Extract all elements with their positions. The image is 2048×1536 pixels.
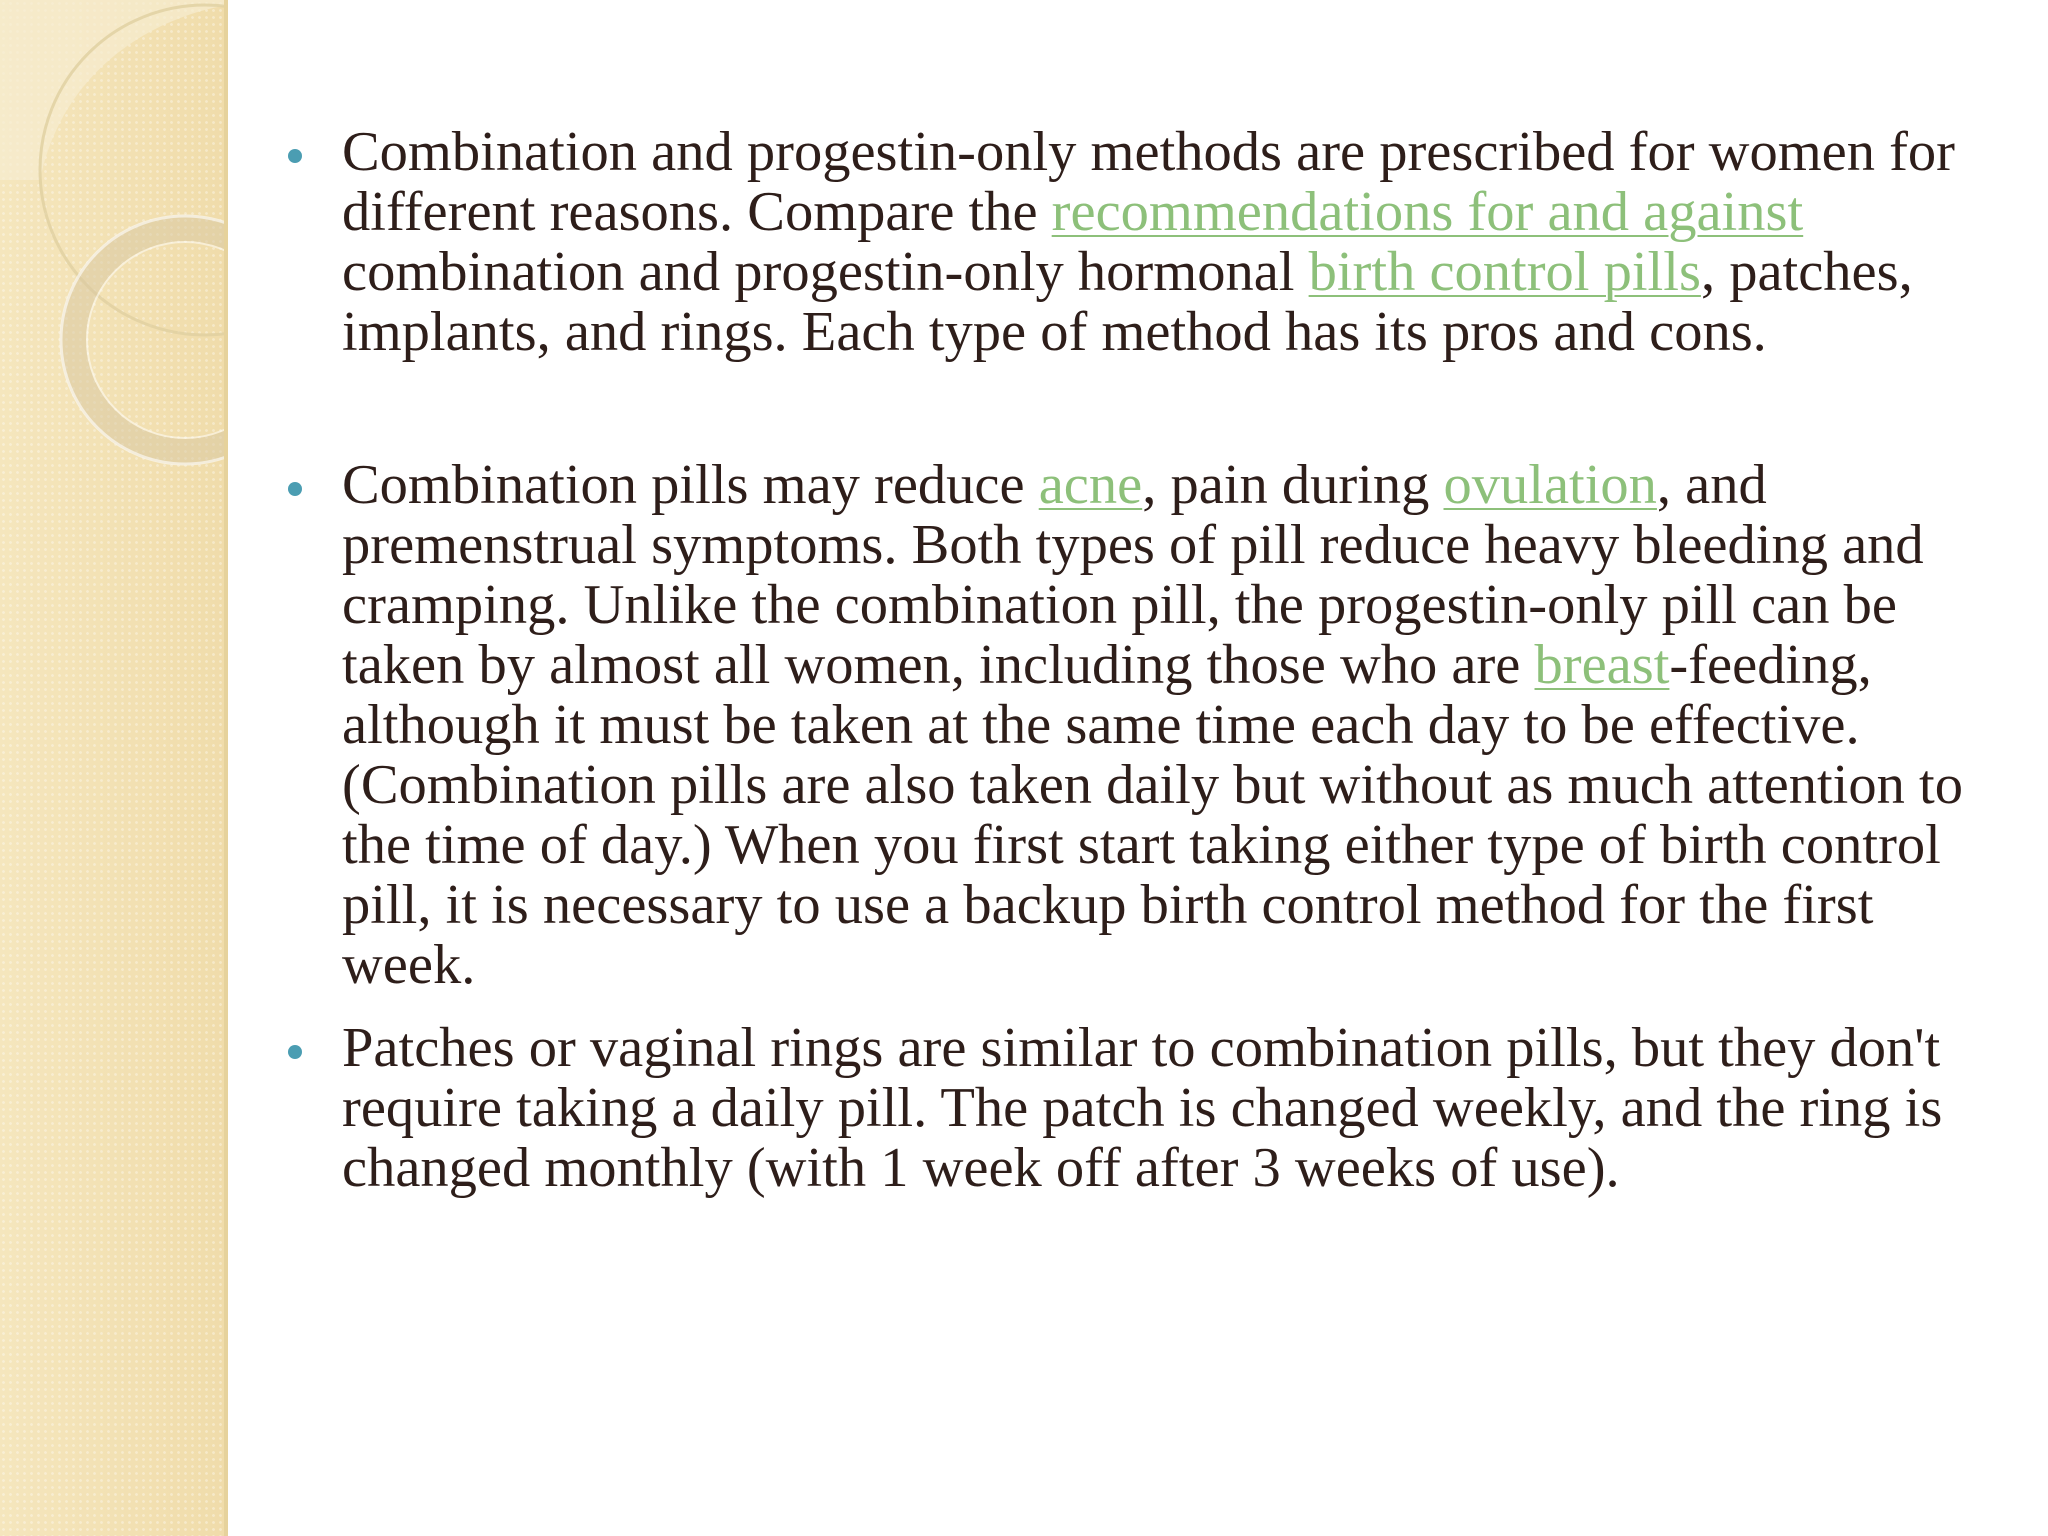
bullet-2-text-3: , and premenstrual symptoms. Both types of pill reduce heavy bleeding and cramping. Unlike the combination pill, the progestin-only pill can be taken by almost all women, including those who are: [342, 454, 1924, 696]
bullet-2-text-4: -feeding, although it must be taken at the same time each day to be effective. (Combination pills are also taken daily but without as much attention to the time of day.) When you first start taking either type of birth control pill, it is necessary to use a backup birth control method for the first week.: [342, 634, 1963, 996]
bullet-dot-icon: [288, 482, 302, 496]
bullet-1-text-2: combination and progestin-only hormonal: [342, 241, 1309, 303]
bullet-2-text-1: Combination pills may reduce: [342, 454, 1039, 516]
bullet-dot-icon: [288, 1045, 302, 1059]
decorative-rings: [0, 0, 228, 520]
bullet-item-2: [278, 455, 1998, 995]
bullet-2-text-2: , pain during: [1142, 454, 1444, 516]
bullet-1-text-1: Combination and progestin-only methods are prescribed for women for different reasons. Compare the: [342, 121, 1955, 243]
slide-content: [278, 122, 1998, 1198]
bullet-item-3: [278, 1018, 1998, 1198]
link-recommendations[interactable]: recommendations for and against: [1051, 181, 1804, 243]
link-ovulation[interactable]: ovulation: [1443, 454, 1657, 516]
bullet-1-text-3: , patches, implants, and rings. Each type of method has its pros and cons.: [342, 241, 1913, 363]
strip-edge: [224, 0, 228, 1536]
link-birth-control-pills[interactable]: birth control pills: [1308, 241, 1701, 303]
decorative-side-strip: [0, 0, 228, 1536]
bullet-item-1: [278, 122, 1998, 362]
bullet-3-text-1: Patches or vaginal rings are similar to combination pills, but they don't require taking a daily pill. The patch is changed weekly, and the ring is changed monthly (with 1 week off after 3 weeks of use).: [342, 1017, 1943, 1199]
link-acne[interactable]: acne: [1038, 454, 1143, 516]
link-breast[interactable]: breast: [1534, 634, 1670, 696]
bullet-dot-icon: [288, 149, 302, 163]
